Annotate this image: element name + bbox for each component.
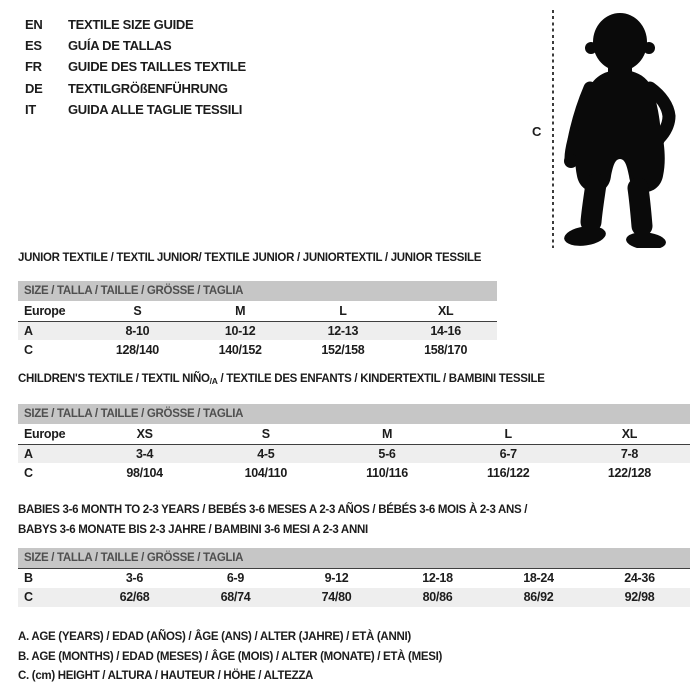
table-cell: 140/152: [218, 342, 262, 357]
table-cell: S: [261, 426, 270, 441]
title-text: / TEXTILE DES ENFANTS / KINDERTEXTIL / BAMBINI TESSILE: [217, 373, 545, 385]
language-row: [25, 99, 246, 120]
table-cell: 122/128: [607, 465, 651, 480]
babies-table-title-line1: BABIES 3-6 MONTH TO 2-3 YEARS / BEBÉS 3-6 MESES A 2-3 AÑOS / BÉBÉS 3-6 MOIS À 2-3 ANS /: [18, 504, 528, 516]
height-dashed-line: [552, 10, 554, 248]
table-row: [18, 568, 690, 588]
table-cell: 110/116: [366, 465, 408, 480]
row-label-cell: C: [24, 465, 33, 480]
language-code: DE: [25, 80, 43, 96]
table-cell: 86/92: [523, 590, 554, 605]
table-row: [18, 301, 497, 321]
table-cell: 80/86: [422, 590, 453, 605]
size-header-bar: SIZE / TALLA / TAILLE / GRÖSSE / TAGLIA: [18, 548, 690, 568]
language-row: [25, 78, 246, 99]
table-cell: 12-18: [422, 571, 453, 586]
table-cell: 3-4: [136, 446, 154, 461]
table-cell: 158/170: [424, 342, 468, 357]
title-subscript: /A: [209, 376, 218, 386]
row-label-cell: A: [24, 323, 33, 338]
table-cell: 68/74: [220, 590, 251, 605]
table-row: [18, 424, 690, 444]
table-cell: 92/98: [624, 590, 655, 605]
table-cell: S: [133, 303, 142, 318]
language-code: FR: [25, 59, 42, 75]
table-row: [18, 463, 690, 483]
size-header-bar: SIZE / TALLA / TAILLE / GRÖSSE / TAGLIA: [18, 404, 690, 424]
table-cell: 9-12: [324, 571, 349, 586]
table-cell: 5-6: [378, 446, 396, 461]
size-header-bar: SIZE / TALLA / TAILLE / GRÖSSE / TAGLIA: [18, 281, 497, 301]
language-title: GUÍA DE TALLAS: [68, 38, 172, 54]
table-cell: M: [235, 303, 246, 318]
table-cell: 98/104: [126, 465, 163, 480]
table-row: [18, 321, 497, 341]
language-row: [25, 14, 246, 35]
table-cell: 10-12: [224, 323, 256, 338]
children-table-title: [18, 373, 690, 386]
language-title: GUIDE DES TAILLES TEXTILE: [68, 59, 246, 75]
language-title-list: [25, 14, 246, 120]
legend-notes: [18, 628, 442, 687]
table-cell: 62/68: [119, 590, 150, 605]
table-cell: 18-24: [523, 571, 554, 586]
size-table: [18, 568, 690, 607]
table-cell: L: [504, 426, 512, 441]
language-code: IT: [25, 101, 36, 117]
table-row: [18, 444, 690, 464]
size-table: [18, 424, 690, 483]
title-text: CHILDREN'S TEXTILE / TEXTIL NIÑO: [18, 373, 210, 385]
children-textile-section: [18, 373, 690, 483]
table-cell: 3-6: [125, 571, 144, 586]
table-cell: M: [381, 426, 393, 441]
row-label-cell: A: [24, 446, 33, 461]
row-label-cell: C: [24, 342, 33, 357]
babies-textile-section: [18, 500, 690, 607]
table-row: [18, 340, 497, 360]
language-code: EN: [25, 17, 43, 33]
table-cell: 104/110: [244, 465, 287, 480]
table-cell: 8-10: [125, 323, 150, 338]
language-title: TEXTILE SIZE GUIDE: [68, 17, 194, 33]
babies-table-title-line2: BABYS 3-6 MONATE BIS 2-3 JAHRE / BAMBINI 3-6 MESI A 2-3 ANNI: [18, 524, 368, 536]
table-cell: 24-36: [624, 571, 655, 586]
table-cell: XL: [437, 303, 454, 318]
note-c: C. (cm) HEIGHT / ALTURA / HAUTEUR / HÖHE / ALTEZZA: [18, 670, 314, 682]
table-cell: 128/140: [115, 342, 159, 357]
table-cell: 14-16: [430, 323, 461, 338]
table-cell: 6-9: [226, 571, 245, 586]
measure-c-label: C: [532, 124, 542, 139]
row-label-cell: Europe: [24, 426, 66, 441]
junior-table-title: JUNIOR TEXTILE / TEXTIL JUNIOR/ TEXTILE JUNIOR / JUNIORTEXTIL / JUNIOR TESSILE: [18, 252, 482, 264]
size-table: [18, 301, 497, 360]
table-cell: XS: [136, 426, 153, 441]
row-label-cell: Europe: [24, 303, 66, 318]
table-cell: 7-8: [620, 446, 638, 461]
table-cell: 12-13: [327, 323, 359, 338]
table-cell: 6-7: [499, 446, 517, 461]
language-title: GUIDA ALLE TAGLIE TESSILI: [68, 101, 243, 117]
table-cell: 116/122: [487, 465, 530, 480]
table-cell: XL: [621, 426, 638, 441]
toddler-silhouette-icon: [562, 10, 696, 248]
language-code: ES: [25, 38, 42, 54]
table-cell: 74/80: [321, 590, 352, 605]
table-cell: L: [339, 303, 347, 318]
junior-textile-section: [18, 252, 497, 360]
language-row: [25, 35, 246, 56]
language-row: [25, 56, 246, 77]
table-cell: 4-5: [257, 446, 275, 461]
language-title: TEXTILGRÖßENFÜHRUNG: [68, 80, 228, 96]
row-label-cell: C: [24, 590, 33, 605]
table-cell: 152/158: [321, 342, 365, 357]
height-measure-figure: [528, 8, 700, 250]
row-label-cell: B: [24, 571, 33, 586]
table-row: [18, 588, 690, 608]
note-b: B. AGE (MONTHS) / EDAD (MESES) / ÂGE (MOIS) / ALTER (MONATE) / ETÀ (MESI): [18, 650, 443, 663]
note-a: A. AGE (YEARS) / EDAD (AÑOS) / ÂGE (ANS) / ALTER (JAHRE) / ETÀ (ANNI): [18, 631, 411, 643]
